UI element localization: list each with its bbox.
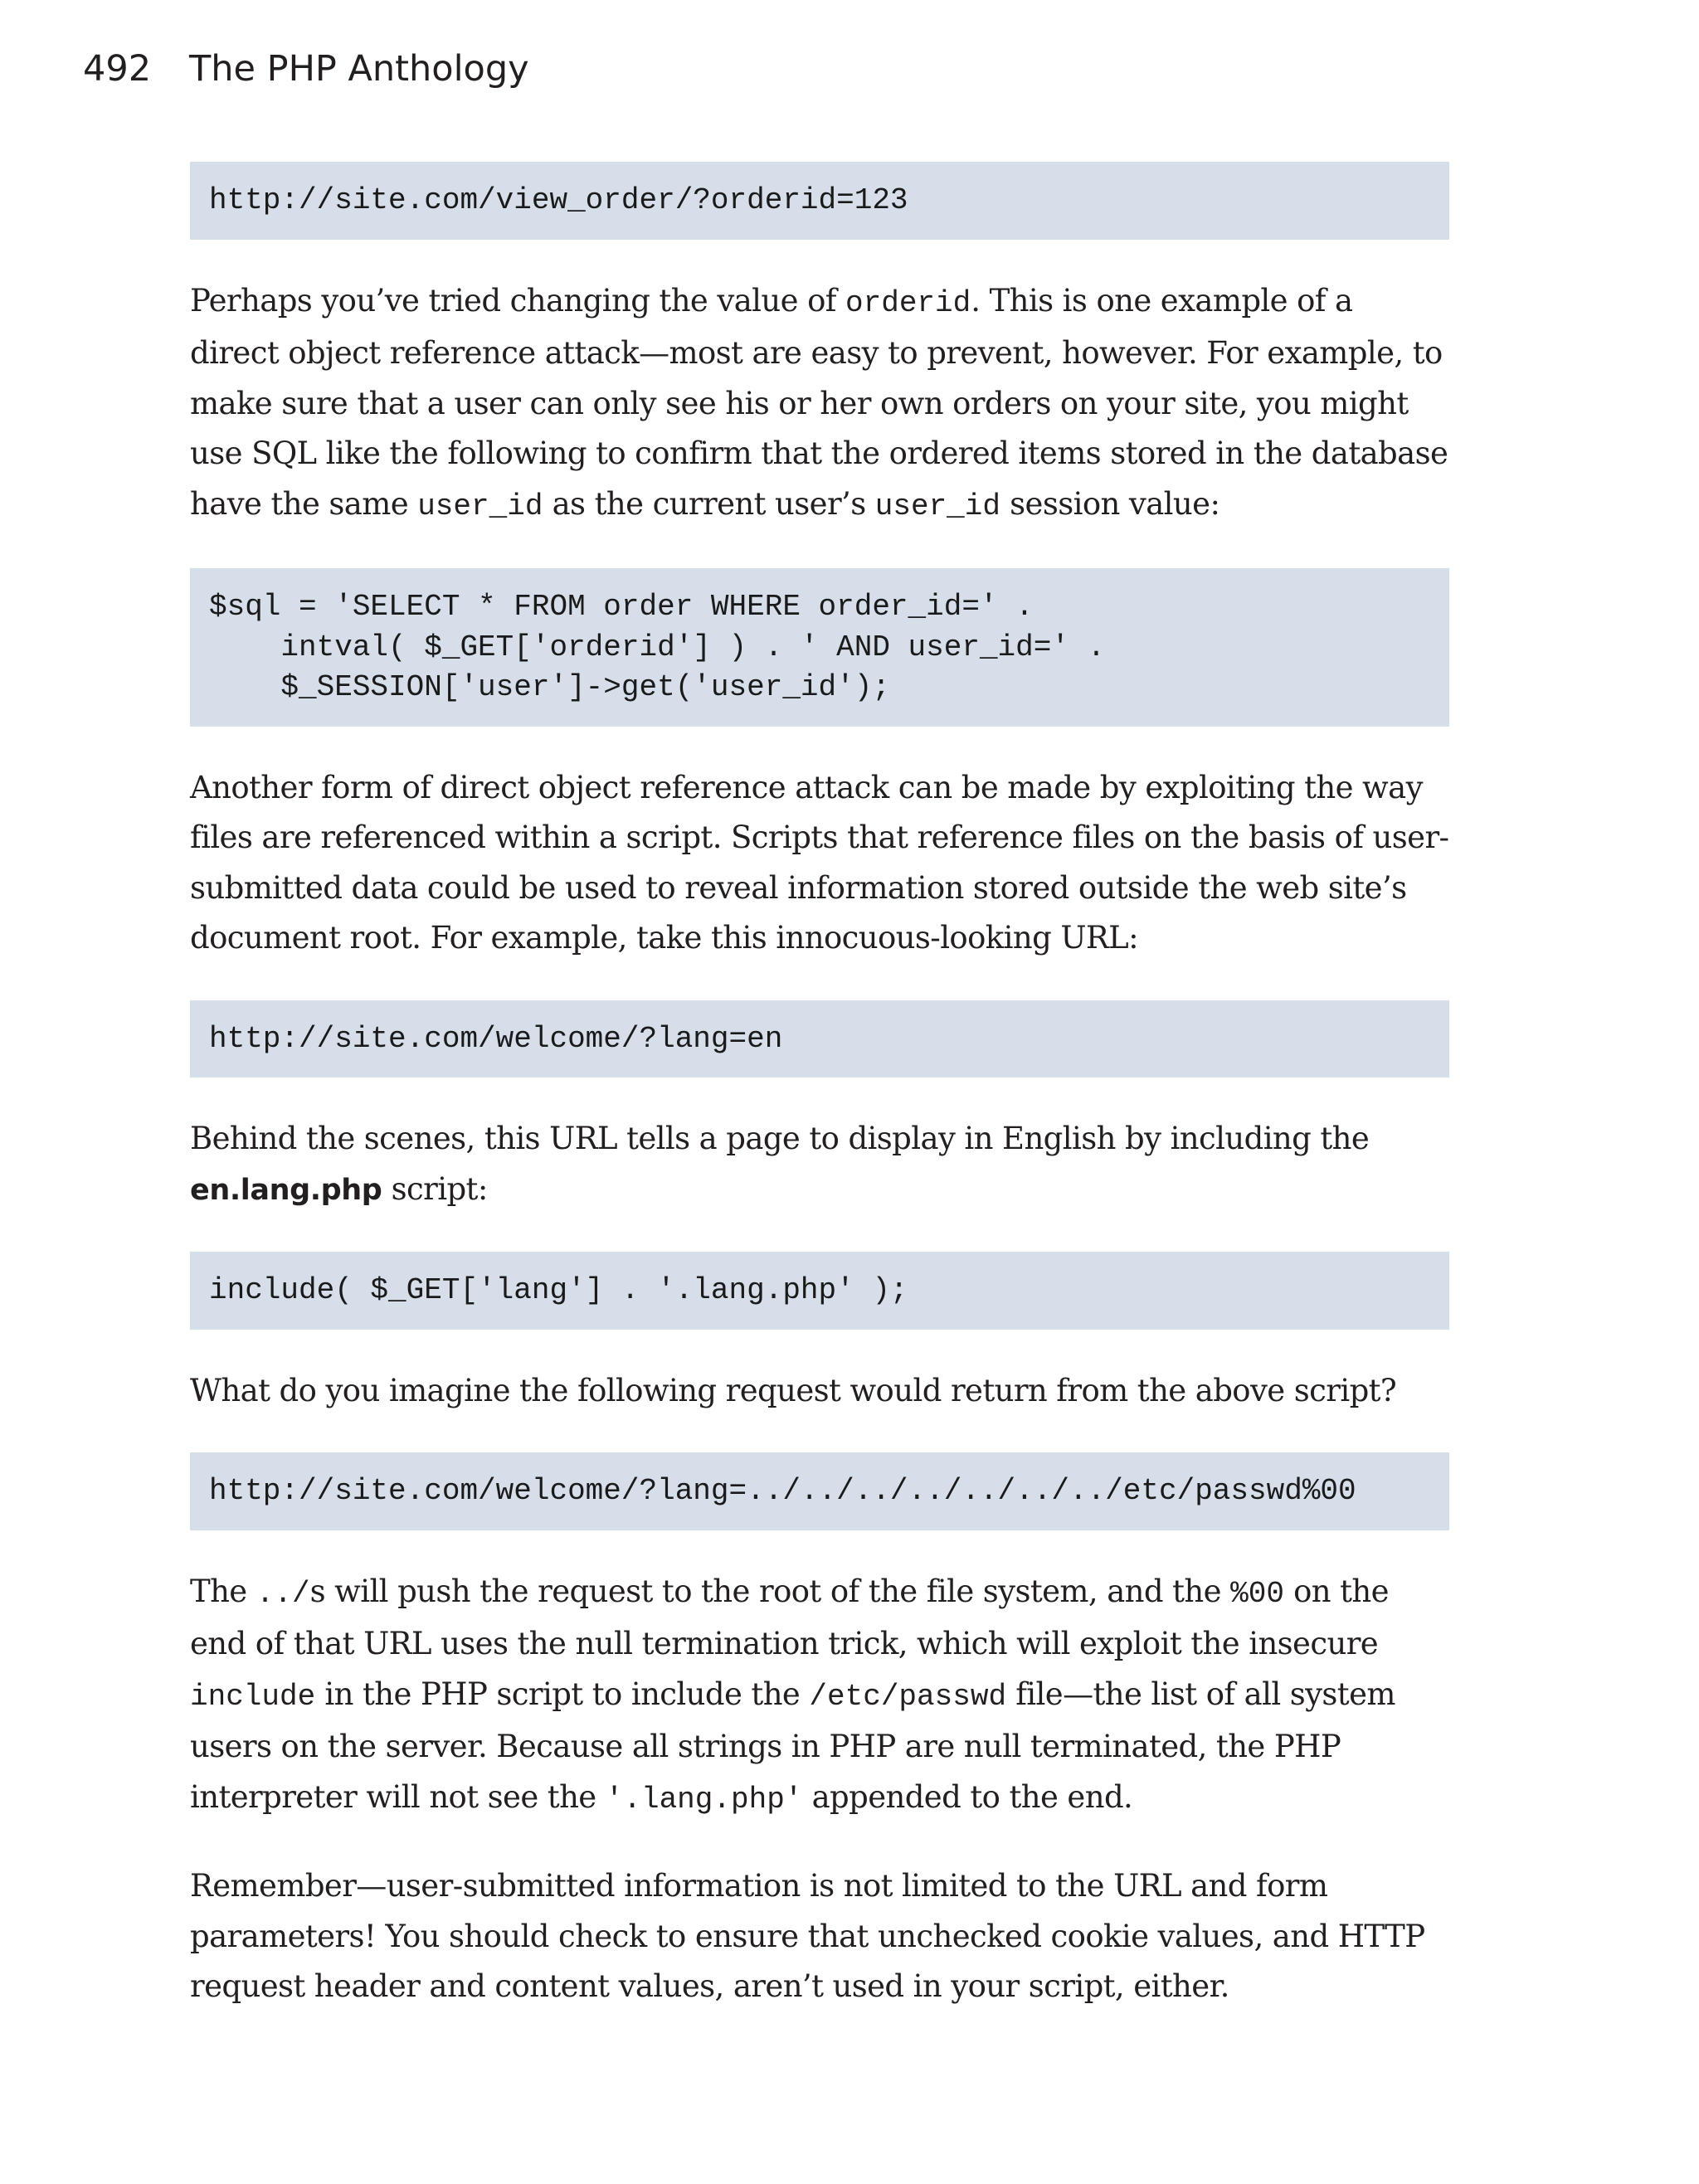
code-block-sql-query: $sql = 'SELECT * FROM order WHERE order_id=' . intval( $_GET['orderid'] ) . ' AND user_id=' . $_SESSION['user']->get('user_id'); [190,568,1449,727]
inline-code-lang-php: '.lang.php' [605,1782,803,1817]
text-run: as the current user’s [543,485,875,522]
text-run: appended to the end. [802,1778,1133,1815]
book-title: The PHP Anthology [189,48,529,90]
inline-code-etc-passwd: /etc/passwd [809,1679,1007,1714]
text-run: session value: [1000,485,1220,522]
inline-code-user-id: user_id [417,489,543,523]
text-run: s will push the request to the root of the file system, and the [309,1573,1231,1609]
inline-code-dotdot: ../ [256,1576,310,1611]
text-run: in the PHP script to include the [315,1676,810,1712]
running-header [83,48,529,90]
code-block-view-order-url: http://site.com/view_order/?orderid=123 [190,162,1449,240]
paragraph-remember: Remember—user-submitted information is not limited to the URL and form parameters! You should check to ensure that unchecked cookie values, and HTTP request header and content values, aren’t used in your script, either. [190,1868,1425,2004]
inline-code-orderid: orderid [845,285,971,320]
paragraph-lang-include [190,1114,1449,1215]
code-block-passwd-url: http://site.com/welcome/?lang=../../../../../../../etc/passwd%00 [190,1452,1449,1530]
text-run: Behind the scenes, this URL tells a page to display in English by including the [190,1121,1370,1156]
text-run: on the end of that URL uses the null termination trick, which will exploit the insecure [190,1573,1389,1661]
code-block-include-statement: include( $_GET['lang'] . '.lang.php' ); [190,1252,1449,1330]
paragraph-question: What do you imagine the following request would return from the above script? [190,1372,1397,1408]
filename-en-lang-php: en.lang.php [190,1173,382,1207]
paragraph-orderid [190,276,1449,533]
paragraph-null-termination [190,1567,1449,1826]
inline-code-null-byte: %00 [1230,1576,1284,1611]
text-run: file—the list of all system users on the server. Because all strings in PHP are null terminated, the PHP interpreter will not see the [190,1676,1395,1815]
page-content [190,162,1449,2049]
text-run: . This is one example of a direct object reference attack—most are easy to prevent, however. For example, to make sure that a user can only see his or her own orders on your site, you might use SQL like the following to confirm that the ordered items stored in the database have the same [190,282,1448,522]
text-run: The [190,1573,256,1609]
text-run: script: [382,1170,488,1207]
paragraph-file-reference: Another form of direct object reference attack can be made by exploiting the way files are referenced within a script. Scripts that reference files on the basis of user-submitted data could be used to reveal information stored outside the web site’s document root. For example, take this innocuous-looking URL: [190,769,1449,956]
inline-code-user-id: user_id [874,489,1000,523]
text-run: Perhaps you’ve tried changing the value of [190,282,846,319]
page-number: 492 [83,48,152,90]
inline-code-include: include [190,1679,316,1714]
code-block-welcome-url: http://site.com/welcome/?lang=en [190,1000,1449,1078]
